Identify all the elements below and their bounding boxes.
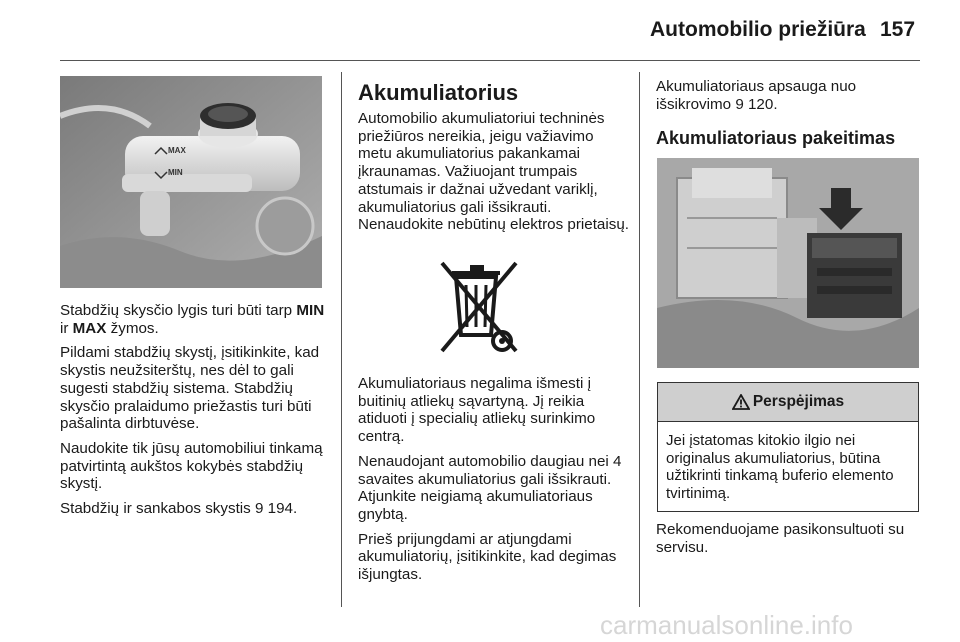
paragraph: Nenaudojant automobilio daugiau nei 4 savaites akumuliatorius gali išsikrauti. Atjunkite neigiamą akumuliatoriaus gnybtą. [358,452,622,523]
paragraph: Prieš prijungdami ar atjungdami akumuliatorių, įsitikinkite, kad degimas išjungtas. [358,530,617,584]
left-column-text [60,302,330,525]
column-divider-2 [639,72,640,607]
crossed-bin-icon [436,257,526,357]
min-mark-text: MIN [296,302,325,319]
warning-title: Perspėjimas [752,393,845,410]
right-column-text [656,78,924,149]
paragraph: Pildami stabdžių skystį, įsitikinkite, kad skystis neužsiterštų, nes dėl to gali sugesti stabdžių sistema. Stabdžių skysčio pralaidumo priežastis turi būti pašalinta dirbtuvėse. [60,344,320,433]
middle-column-text [358,80,630,241]
paragraph: Akumuliatoriaus negalima išmesti į buitinių atliekų sąvartyną. Jį reikia atiduoti į specialių atliekų surinkimo centrą. [358,375,596,446]
max-mark-label: MAX [168,146,186,155]
section-heading: Akumuliatorius [358,80,519,105]
watermark: carmanualsonline.info [600,610,853,640]
paragraph: Stabdžių ir sankabos skystis 9 194. [60,500,298,518]
min-mark-label: MIN [168,168,183,177]
header-rule [60,60,920,61]
warning-text: Jei įstatomas kitokio ilgio nei originalus akumuliatorius, būtina užtikrinti tinkamą buferio elemento tvirtinimą. [666,432,894,503]
paragraph: Automobilio akumuliatoriui techninės priežiūros nereikia, jeigu važiavimo metu akumuliatorius pakankamai įkraunamas. Važiuojant trumpais atstumais ir dažnai užvedant variklį, akumuliatorius gali išsikrauti. Nenaudokite nebūtinų elektros prietaisų. [358,110,630,234]
brake-fluid-level-paragraph: Stabdžių skysčio lygis turi būti tarp MIN ir MAX žymos. [60,302,325,337]
warning-header [658,383,918,422]
subsection-heading: Akumuliatoriaus pakeitimas [656,128,896,149]
paragraph: Naudokite tik jūsų automobiliui tinkamą patvirtintą aukštos kokybės stabdžių skystį. [60,439,323,493]
page-header-title: Automobilio priežiūra [650,18,866,41]
right-column-outro [656,521,924,563]
max-mark-text: MAX [72,319,107,337]
warning-box [657,382,919,512]
brake-fluid-reservoir-photo [60,76,322,288]
paragraph: Rekomenduojame pasikonsultuoti su servisu. [656,521,905,556]
paragraph: Akumuliatoriaus apsauga nuo išsikrovimo 9 120. [656,78,857,113]
middle-column-text-lower [358,375,630,591]
warning-triangle-icon [732,394,750,410]
battery-photo [657,158,919,368]
column-divider-1 [341,72,342,607]
page-number: 157 [880,18,916,41]
